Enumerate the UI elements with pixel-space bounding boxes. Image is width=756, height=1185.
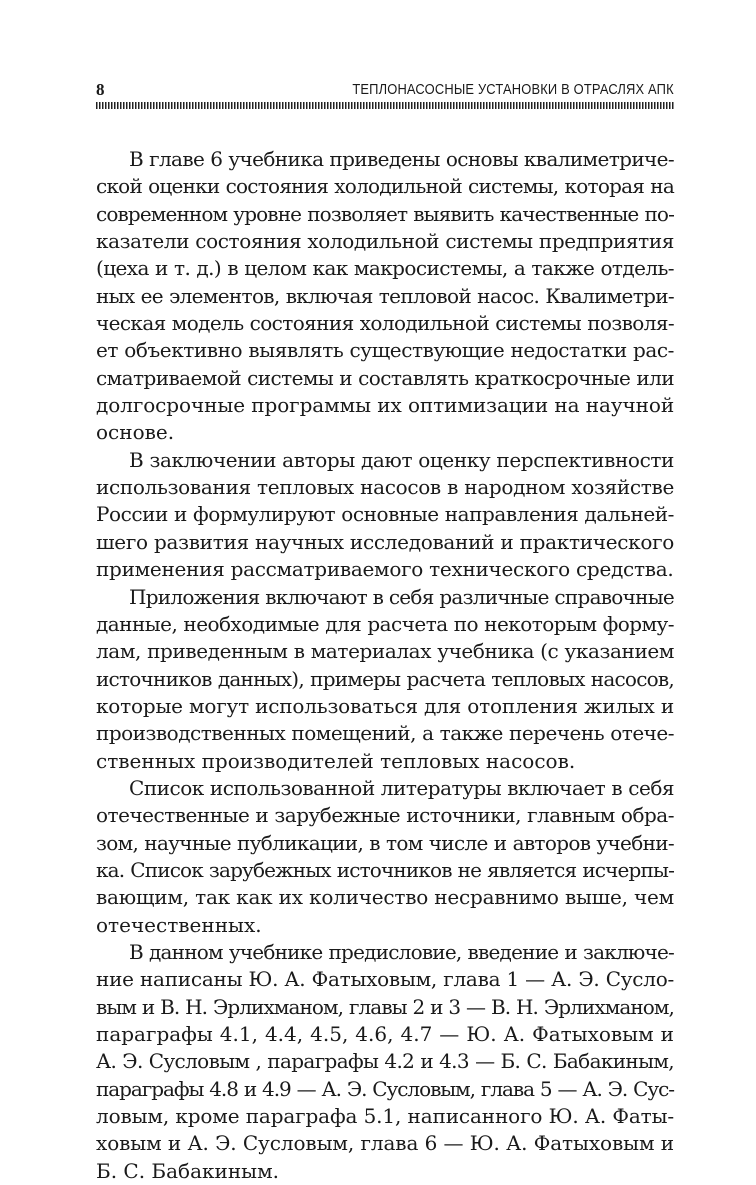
paragraph-5-line: ловым, кроме параграфа 5.1, написанного Ю. А. Фаты-	[96, 1104, 674, 1129]
page-number: 8	[96, 80, 105, 99]
paragraph-4-line: Список использованной литературы включает в себя	[129, 775, 674, 800]
paragraph-3-line: источников данных), примеры расчета тепловых насосов,	[96, 666, 674, 691]
paragraph-3-line: ственных производителей тепловых насосов.	[96, 748, 576, 773]
paragraph-5-line: ховым и А. Э. Сусловым, глава 6 — Ю. А. Фатыховым и	[96, 1131, 674, 1156]
header-rule	[96, 102, 674, 109]
paragraph-3-line: Приложения включают в себя различные справочные	[129, 584, 674, 609]
paragraph-4-line: отечественных.	[96, 912, 262, 937]
paragraph-1-line: В главе 6 учебника приведены основы квалиметриче-	[129, 147, 674, 171]
paragraph-3-line: данные, необходимые для расчета по некоторым форму-	[96, 611, 674, 636]
paragraph-1-line: казатели состояния холодильной системы предприятия	[96, 229, 674, 254]
paragraph-2-line: России и формулируют основные направления дальней-	[96, 502, 674, 527]
paragraph-4-line: отечественные и зарубежные источники, главным обра-	[96, 803, 674, 828]
paragraph-2-line: шего развития научных исследований и практического	[96, 529, 674, 554]
paragraph-5-line: А. Э. Сусловым , параграфы 4.2 и 4.3 — Б. С. Бабакиным,	[96, 1049, 674, 1074]
paragraph-5-line: ние написаны Ю. А. Фатыховым, глава 1 — А. Э. Сусло-	[96, 967, 674, 992]
running-title: ТЕПЛОНАСОСНЫЕ УСТАНОВКИ В ОТРАСЛЯХ АПК	[352, 81, 674, 98]
paragraph-5-line: В данном учебнике предисловие, введение и заключе-	[129, 939, 674, 964]
paragraph-1-line: (цеха и т. д.) в целом как макросистемы, а также отдель-	[96, 256, 674, 281]
paragraph-1-line: ных ее элементов, включая тепловой насос. Квалиметри-	[96, 283, 674, 308]
paragraph-2-line: использования тепловых насосов в народном хозяйстве	[96, 475, 674, 500]
paragraph-4-line: ка. Список зарубежных источников не является исчерпы-	[96, 857, 674, 882]
paragraph-1-line: ской оценки состояния холодильной системы, которая на	[96, 174, 674, 199]
paragraph-2-line: В заключении авторы дают оценку перспективности	[129, 447, 674, 472]
paragraph-3-line: которые могут использоваться для отопления жилых и	[96, 693, 674, 718]
paragraph-1-line: ет объективно выявлять существующие недостатки рас-	[96, 338, 674, 363]
body-text	[96, 146, 674, 1185]
paragraph-2-line: применения рассматриваемого технического средства.	[96, 557, 674, 582]
paragraph-5-line: вым и В. Н. Эрлихманом, главы 2 и 3 — В. Н. Эрлихманом,	[96, 994, 674, 1019]
paragraph-1-line: основе.	[96, 420, 175, 445]
paragraph-1-line: сматриваемой системы и составлять краткосрочные или	[96, 365, 674, 390]
paragraph-3-line: производственных помещений, а также перечень отече-	[96, 721, 674, 746]
running-head	[96, 78, 674, 100]
paragraph-3-line: лам, приведенным в материалах учебника (с указанием	[96, 639, 674, 664]
paragraph-5-line: параграфы 4.1, 4.4, 4.5, 4.6, 4.7 — Ю. А. Фатыховым и	[96, 1022, 674, 1046]
paragraph-4-line: вающим, так как их количество несравнимо выше, чем	[96, 885, 674, 910]
paragraph-4-line: зом, научные публикации, в том числе и авторов учебни-	[96, 830, 674, 855]
paragraph-5-line: параграфы 4.8 и 4.9 — А. Э. Сусловым, глава 5 — А. Э. Сус-	[96, 1076, 674, 1101]
paragraph-1-line: ческая модель состояния холодильной системы позволя-	[96, 311, 674, 336]
paragraph-5-line: Б. С. Бабакиным.	[96, 1158, 280, 1183]
paragraph-1-line: современном уровне позволяет выявить качественные по-	[96, 201, 674, 226]
paragraph-1-line: долгосрочные программы их оптимизации на научной	[96, 393, 675, 418]
